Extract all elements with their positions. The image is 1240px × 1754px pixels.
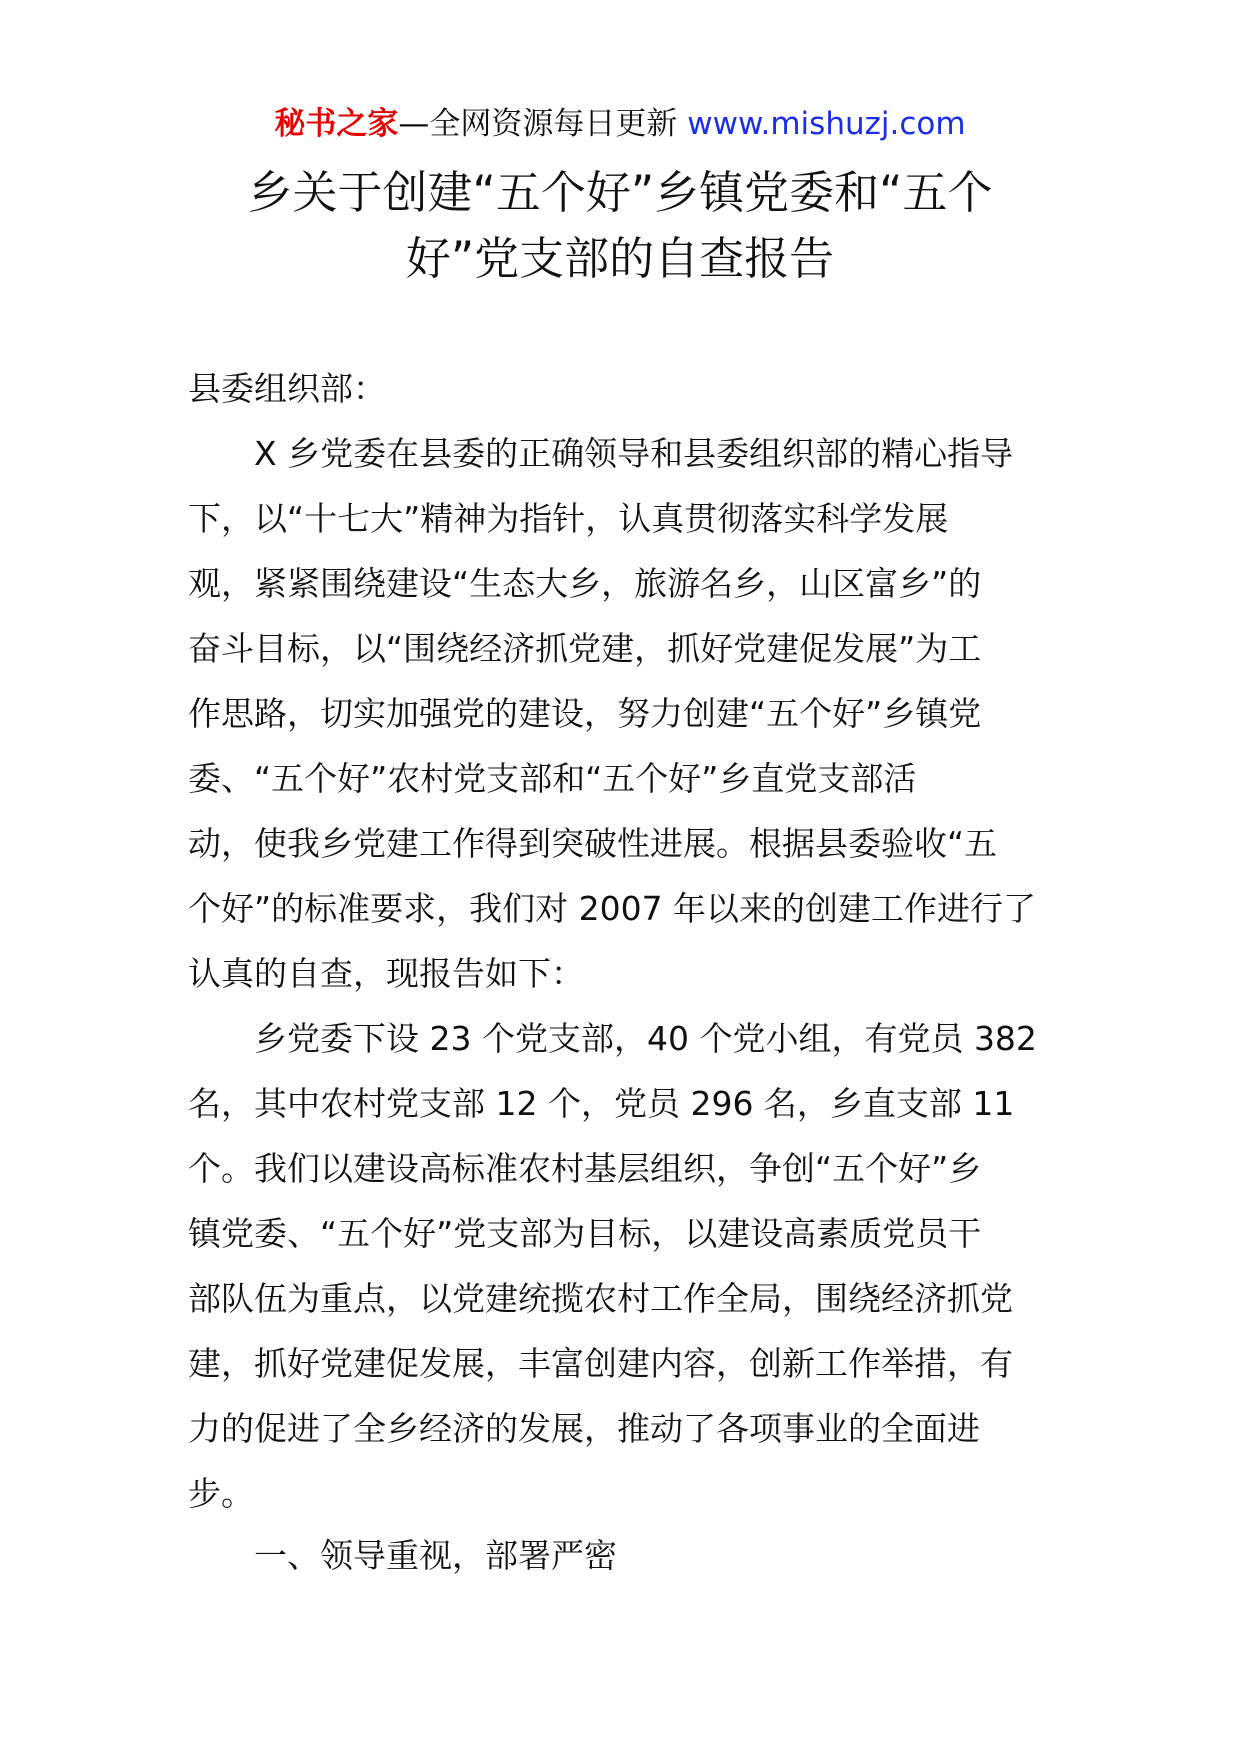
line-text: 力的促进了全乡经济的发展，推动了各项事业的全面进 xyxy=(188,1409,980,1448)
paragraph-2 xyxy=(188,1006,1056,1526)
line-text: 奋斗目标，以“围绕经济抓党建，抓好党建促发展”为工 xyxy=(188,629,982,668)
line-text: 委、“五个好”农村党支部和“五个好”乡直党支部活 xyxy=(188,759,917,798)
site-tagline: —全网资源每日更新 xyxy=(398,106,678,142)
line-text: 镇党委、“五个好”党支部为目标，以建设高素质党员干 xyxy=(188,1214,982,1253)
document-body xyxy=(188,356,1056,1526)
paragraph-line xyxy=(188,681,1056,746)
paragraph-line xyxy=(188,1071,1056,1136)
paragraph-line xyxy=(188,941,1056,1006)
line-text: X 乡党委在县委的正确领导和县委组织部的精心指导 xyxy=(254,434,1014,473)
line-text: 个。我们以建设高标准农村基层组织，争创“五个好”乡 xyxy=(188,1149,982,1188)
line-text: 作思路，切实加强党的建设，努力创建“五个好”乡镇党 xyxy=(188,694,982,733)
paragraph-line xyxy=(188,1266,1056,1331)
line-text: 名，其中农村党支部 12 个，党员 296 名，乡直支部 11 xyxy=(188,1084,1015,1123)
paragraph-line xyxy=(188,421,1056,486)
title-line-1: 乡关于创建“五个好”乡镇党委和“五个 xyxy=(247,166,993,219)
paragraph-line xyxy=(188,1201,1056,1266)
site-banner xyxy=(0,98,1240,150)
salutation-text: 县委组织部： xyxy=(188,369,386,408)
paragraph-line xyxy=(188,1331,1056,1396)
paragraph-line xyxy=(188,746,1056,811)
salutation xyxy=(188,356,1056,421)
line-text: 认真的自查，现报告如下： xyxy=(188,954,584,993)
site-url-link[interactable]: www.mishuzj.com xyxy=(687,106,966,142)
section-heading: 一、领导重视，部署严密 xyxy=(254,1536,617,1575)
paragraph-line xyxy=(188,1461,1056,1526)
paragraph-line xyxy=(188,811,1056,876)
document-title xyxy=(150,160,1090,292)
line-text: 下，以“十七大”精神为指针，认真贯彻落实科学发展 xyxy=(188,499,949,538)
paragraph-line xyxy=(188,876,1056,941)
title-line-2: 好”党支部的自查报告 xyxy=(405,232,835,285)
paragraph-line xyxy=(188,616,1056,681)
line-text: 部队伍为重点，以党建统揽农村工作全局，围绕经济抓党 xyxy=(188,1279,1013,1318)
line-text: 个好”的标准要求，我们对 2007 年以来的创建工作进行了 xyxy=(188,889,1037,928)
paragraph-line xyxy=(188,1396,1056,1461)
paragraph-line xyxy=(188,1006,1056,1071)
line-text: 动，使我乡党建工作得到突破性进展。根据县委验收“五 xyxy=(188,824,998,863)
paragraph-line xyxy=(188,486,1056,551)
paragraph-line xyxy=(188,551,1056,616)
line-text: 步。 xyxy=(188,1474,254,1513)
paragraph-1 xyxy=(188,421,1056,1006)
line-text: 观，紧紧围绕建设“生态大乡，旅游名乡，山区富乡”的 xyxy=(188,564,982,603)
site-brand: 秘书之家 xyxy=(274,106,399,142)
line-text: 建，抓好党建促发展，丰富创建内容，创新工作举措，有 xyxy=(188,1344,1013,1383)
line-text: 乡党委下设 23 个党支部，40 个党小组，有党员 382 xyxy=(254,1019,1037,1058)
paragraph-line xyxy=(188,1136,1056,1201)
